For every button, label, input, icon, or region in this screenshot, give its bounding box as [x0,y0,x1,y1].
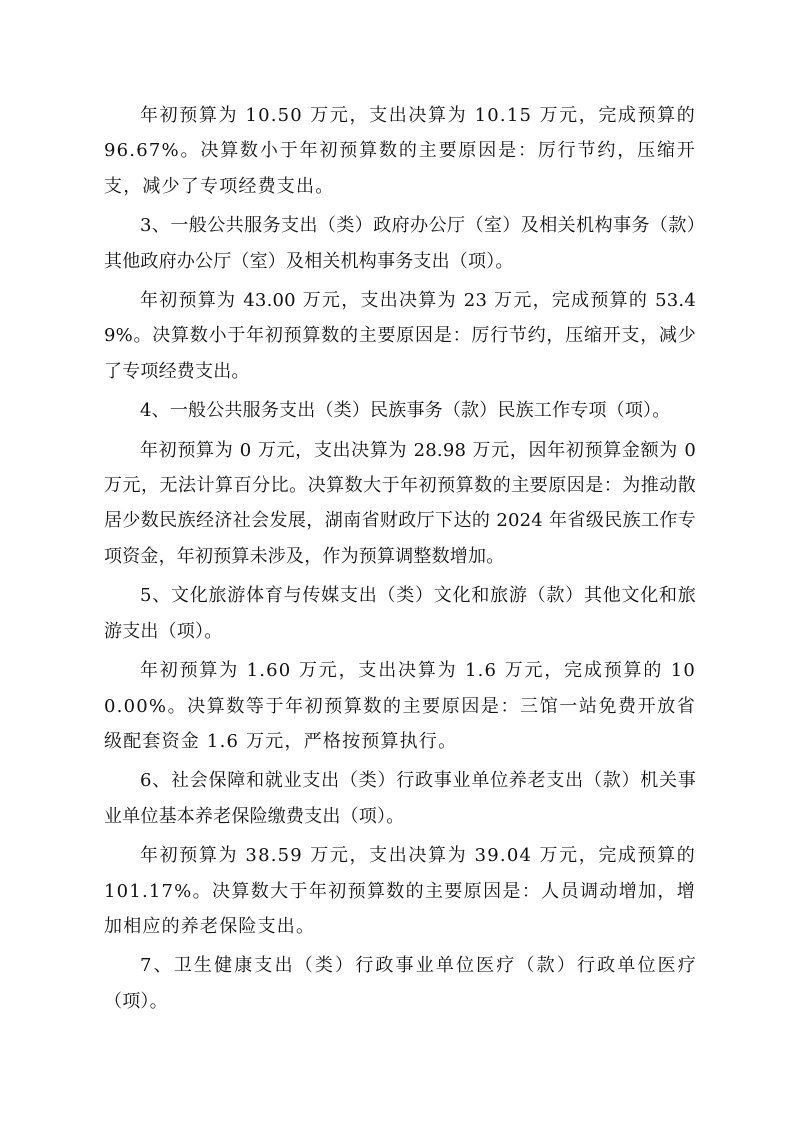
paragraph-item-5-heading: 5、文化旅游体育与传媒支出（类）文化和旅游（款）其他文化和旅游支出（项）。 [104,585,696,642]
paragraph-item-7-heading: 7、卫生健康支出（类）行政事业单位医疗（款）行政单位医疗（项）。 [104,955,696,1012]
paragraph-budget-0: 年初预算为 0 万元，支出决算为 28.98 万元，因年初预算金额为 0 万元，无法计算百分比。决算数大于年初预算数的主要原因是：为推动散居少数民族经济社会发展，湖南省财政厅下达的 2024 年省级民族工作专项资金，年初预算未涉及，作为预算调整数增加。 [104,439,696,567]
paragraph-item-6-heading: 6、社会保障和就业支出（类）行政事业单位养老支出（款）机关事业单位基本养老保险缴费支出（项）。 [104,770,696,827]
paragraph-budget-1-60: 年初预算为 1.60 万元，支出决算为 1.6 万元，完成预算的 100.00%。决算数等于年初预算数的主要原因是：三馆一站免费开放省级配套资金 1.6 万元，严格按预算执行。 [104,660,696,752]
paragraph-budget-43-00: 年初预算为 43.00 万元，支出决算为 23 万元，完成预算的 53.49%。决算数小于年初预算数的主要原因是：厉行节约，压缩开支，减少了专项经费支出。 [104,290,696,382]
paragraph-budget-38-59: 年初预算为 38.59 万元，支出决算为 39.04 万元，完成预算的 101.17%。决算数大于年初预算数的主要原因是：人员调动增加，增加相应的养老保险支出。 [104,845,696,937]
document-body [104,98,696,1023]
paragraph-budget-10-50: 年初预算为 10.50 万元，支出决算为 10.15 万元，完成预算的 96.67%。决算数小于年初预算数的主要原因是：厉行节约，压缩开支，减少了专项经费支出。 [104,105,696,197]
paragraph-item-3-heading: 3、一般公共服务支出（类）政府办公厅（室）及相关机构事务（款）其他政府办公厅（室）及相关机构事务支出（项）。 [104,215,696,272]
paragraph-item-4-heading: 4、一般公共服务支出（类）民族事务（款）民族工作专项（项）。 [140,400,671,422]
